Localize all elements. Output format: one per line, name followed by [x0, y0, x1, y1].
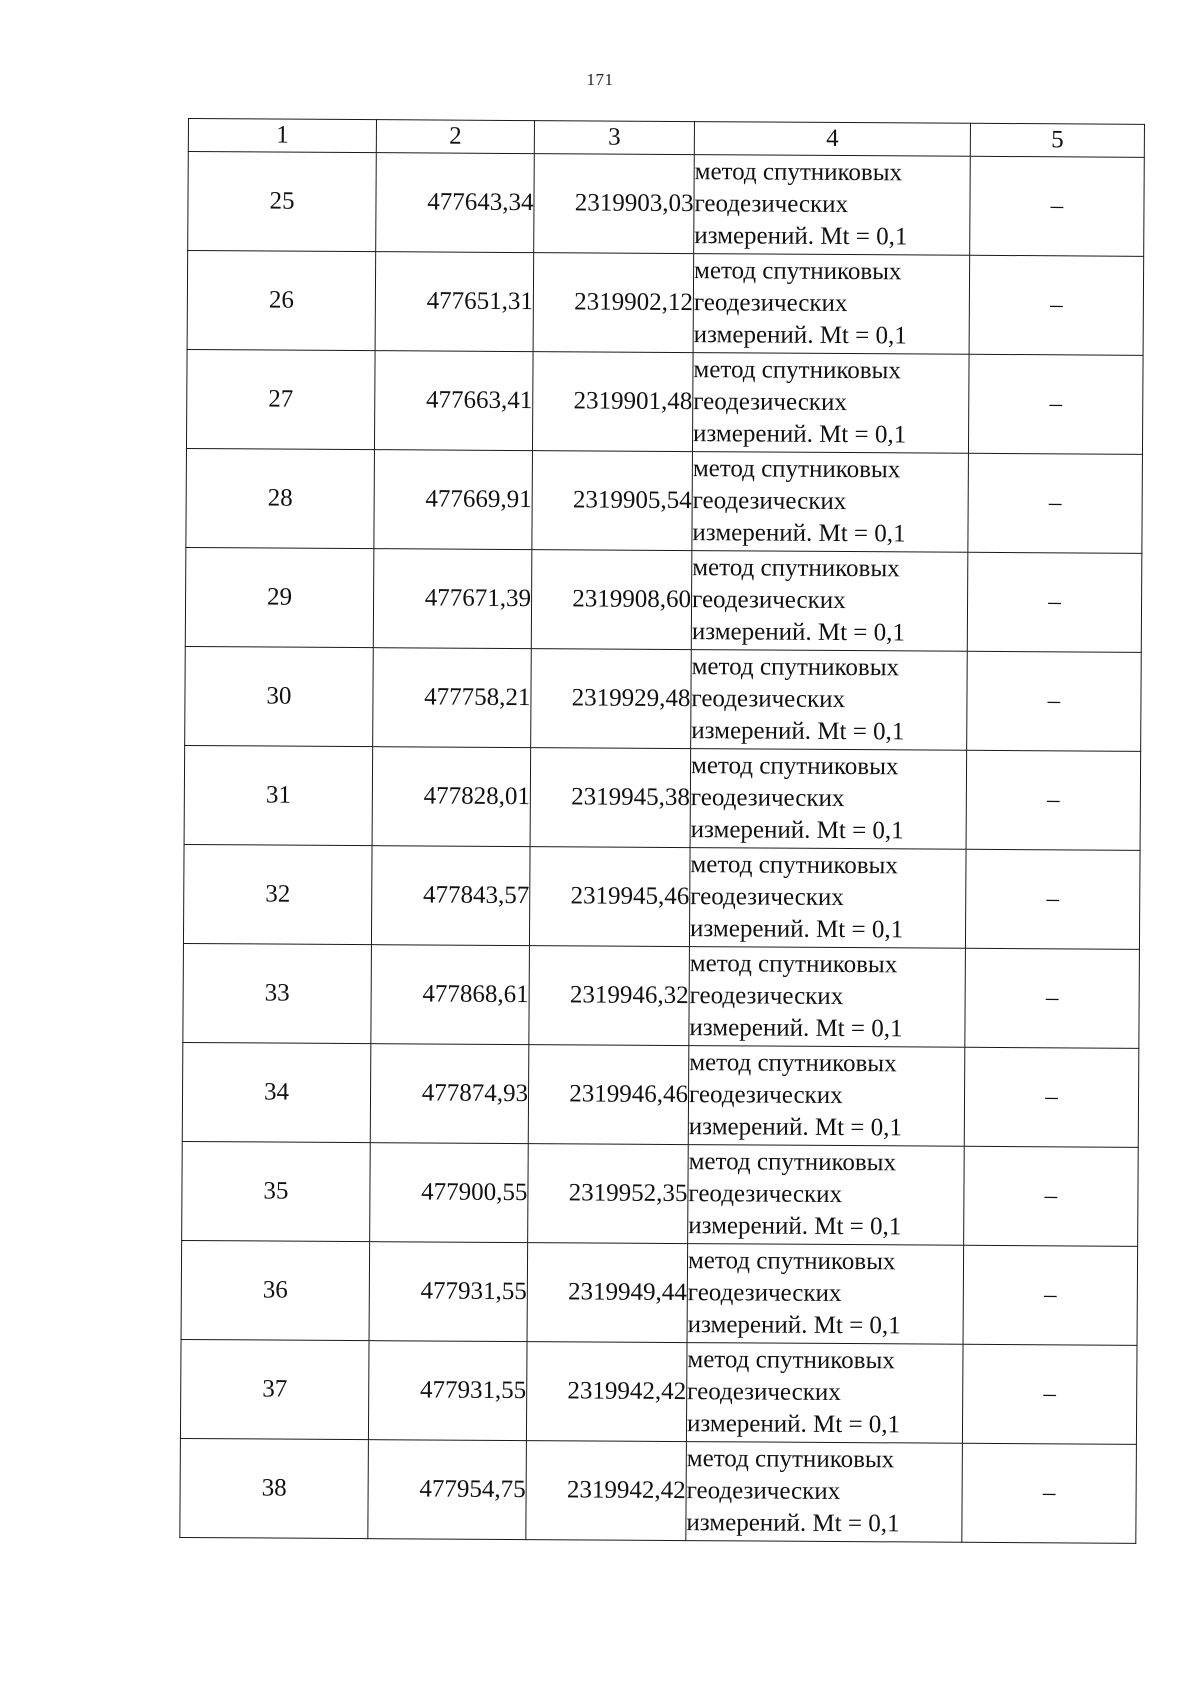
point-number-cell: 28 [186, 448, 375, 548]
note-cell: – [962, 1344, 1137, 1444]
method-line-1: метод спутниковых [692, 554, 900, 583]
y-coordinate-cell: 2319949,44 [527, 1243, 688, 1343]
point-number-cell: 26 [187, 251, 376, 351]
method-line-2: геодезических [686, 1477, 841, 1506]
table-row [180, 1339, 1137, 1444]
method-line-3: измерений. Mt = 0,1 [691, 717, 905, 746]
point-number-cell: 31 [184, 745, 373, 845]
x-coordinate-cell: 477874,93 [370, 1044, 529, 1144]
method-line-3: измерений. Mt = 0,1 [692, 519, 906, 548]
note-cell: – [966, 750, 1141, 850]
x-coordinate-cell: 477828,01 [372, 747, 531, 847]
method-line-2: геодезических [691, 586, 846, 615]
method-cell [692, 452, 969, 553]
note-cell: – [965, 948, 1140, 1048]
point-number-cell: 38 [180, 1438, 369, 1538]
x-coordinate-cell: 477663,41 [374, 351, 533, 451]
point-number-cell: 36 [181, 1240, 370, 1340]
method-cell [689, 947, 966, 1048]
y-coordinate-cell: 2319945,46 [529, 847, 690, 947]
table-row [186, 349, 1143, 454]
column-header-5: 5 [970, 123, 1144, 157]
method-line-2: геодезических [694, 190, 849, 219]
point-number-cell: 29 [185, 547, 374, 647]
method-line-2: геодезических [691, 685, 846, 714]
method-cell [686, 1442, 963, 1543]
method-line-3: измерений. Mt = 0,1 [692, 420, 907, 449]
method-line-1: метод спутниковых [689, 1049, 897, 1078]
method-cell [693, 254, 970, 355]
method-cell [687, 1244, 964, 1345]
method-cell [692, 353, 969, 454]
table-row [182, 1141, 1139, 1246]
method-line-3: измерений. Mt = 0,1 [686, 1410, 901, 1439]
method-line-1: метод спутниковых [693, 356, 901, 385]
column-header-2: 2 [376, 120, 534, 154]
method-line-1: метод спутниковых [686, 1445, 895, 1474]
method-line-3: измерений. Mt = 0,1 [688, 1113, 903, 1142]
method-cell [689, 848, 966, 949]
method-cell [694, 155, 971, 256]
column-header-3: 3 [534, 121, 694, 155]
coordinates-table-wrapper [179, 118, 1145, 1544]
point-number-cell: 34 [182, 1042, 371, 1142]
y-coordinate-cell: 2319942,42 [526, 1441, 687, 1541]
method-line-2: геодезических [688, 1180, 843, 1209]
point-number-cell: 27 [186, 349, 375, 449]
y-coordinate-cell: 2319929,48 [531, 649, 692, 749]
method-line-1: метод спутниковых [688, 1148, 897, 1177]
method-line-3: измерений. Mt = 0,1 [691, 618, 906, 647]
y-coordinate-cell: 2319903,03 [534, 154, 695, 254]
page-number: 171 [586, 70, 614, 89]
y-coordinate-cell: 2319901,48 [532, 352, 693, 452]
column-header-1: 1 [188, 119, 376, 153]
point-number-cell: 37 [180, 1339, 369, 1439]
x-coordinate-cell: 477843,57 [371, 846, 530, 946]
note-cell: – [964, 1146, 1139, 1246]
method-line-1: метод спутниковых [687, 1247, 896, 1276]
table-row [183, 844, 1140, 949]
note-cell: – [970, 156, 1145, 256]
point-number-cell: 32 [183, 844, 372, 944]
method-line-2: геодезических [687, 1279, 842, 1308]
table-row [186, 448, 1143, 553]
method-line-1: метод спутниковых [687, 1346, 895, 1375]
table-row [182, 1042, 1139, 1147]
column-header-4: 4 [694, 122, 970, 157]
method-line-1: метод спутниковых [690, 851, 898, 880]
table-row [185, 646, 1142, 751]
x-coordinate-cell: 477931,55 [368, 1341, 527, 1441]
y-coordinate-cell: 2319902,12 [533, 253, 694, 353]
method-cell [690, 749, 967, 850]
method-line-3: измерений. Mt = 0,1 [690, 816, 904, 845]
x-coordinate-cell: 477651,31 [375, 252, 534, 352]
y-coordinate-cell: 2319908,60 [531, 550, 692, 650]
method-cell [686, 1343, 963, 1444]
method-cell [691, 650, 968, 751]
table-body [180, 152, 1144, 1544]
point-number-cell: 35 [182, 1141, 371, 1241]
x-coordinate-cell: 477643,34 [376, 153, 535, 253]
method-line-1: метод спутниковых [694, 158, 903, 187]
point-number-cell: 25 [188, 152, 377, 252]
x-coordinate-cell: 477900,55 [370, 1143, 529, 1243]
method-line-3: измерений. Mt = 0,1 [688, 1212, 902, 1241]
method-cell [688, 1145, 965, 1246]
note-cell: – [967, 552, 1142, 652]
note-cell: – [965, 849, 1140, 949]
method-line-3: измерений. Mt = 0,1 [689, 1014, 903, 1043]
table-row [184, 745, 1141, 850]
method-line-2: геодезических [687, 1378, 841, 1407]
table-row [180, 1438, 1137, 1543]
coordinates-table [179, 118, 1145, 1544]
table-row [183, 943, 1140, 1048]
note-cell: – [968, 354, 1143, 454]
x-coordinate-cell: 477931,55 [369, 1242, 528, 1342]
x-coordinate-cell: 477669,91 [374, 450, 533, 550]
method-cell [691, 551, 968, 652]
point-number-cell: 30 [185, 646, 374, 746]
method-line-2: геодезических [690, 784, 845, 813]
note-cell: – [968, 453, 1143, 553]
x-coordinate-cell: 477954,75 [368, 1440, 527, 1540]
y-coordinate-cell: 2319952,35 [528, 1144, 689, 1244]
y-coordinate-cell: 2319946,32 [529, 946, 690, 1046]
method-line-3: измерений. Mt = 0,1 [694, 222, 908, 251]
method-line-1: метод спутниковых [689, 950, 898, 979]
y-coordinate-cell: 2319946,46 [528, 1045, 689, 1145]
x-coordinate-cell: 477671,39 [373, 549, 532, 649]
x-coordinate-cell: 477868,61 [371, 945, 530, 1045]
y-coordinate-cell: 2319945,38 [530, 748, 691, 848]
method-line-1: метод спутниковых [693, 257, 902, 286]
method-line-1: метод спутниковых [692, 455, 901, 484]
table-row [185, 547, 1142, 652]
x-coordinate-cell: 477758,21 [373, 648, 532, 748]
method-line-3: измерений. Mt = 0,1 [686, 1509, 900, 1538]
note-cell: – [963, 1245, 1138, 1345]
method-line-2: геодезических [688, 1081, 843, 1110]
method-line-3: измерений. Mt = 0,1 [687, 1311, 901, 1340]
method-line-2: геодезических [692, 487, 847, 516]
method-line-2: геодезических [693, 289, 848, 318]
table-row [187, 251, 1144, 356]
method-line-2: геодезических [689, 982, 844, 1011]
y-coordinate-cell: 2319942,42 [526, 1342, 687, 1442]
note-cell: – [967, 651, 1142, 751]
y-coordinate-cell: 2319905,54 [532, 451, 693, 551]
method-line-3: измерений. Mt = 0,1 [689, 915, 904, 944]
table-row [181, 1240, 1138, 1345]
method-line-2: геодезических [690, 883, 844, 912]
method-line-2: геодезических [693, 388, 847, 417]
method-line-3: измерений. Mt = 0,1 [693, 321, 907, 350]
note-cell: – [962, 1443, 1137, 1543]
table-row [188, 152, 1145, 257]
method-line-1: метод спутниковых [690, 752, 899, 781]
method-cell [688, 1046, 965, 1147]
note-cell: – [969, 255, 1144, 355]
note-cell: – [964, 1047, 1139, 1147]
method-line-1: метод спутниковых [691, 653, 900, 682]
point-number-cell: 33 [183, 943, 372, 1043]
